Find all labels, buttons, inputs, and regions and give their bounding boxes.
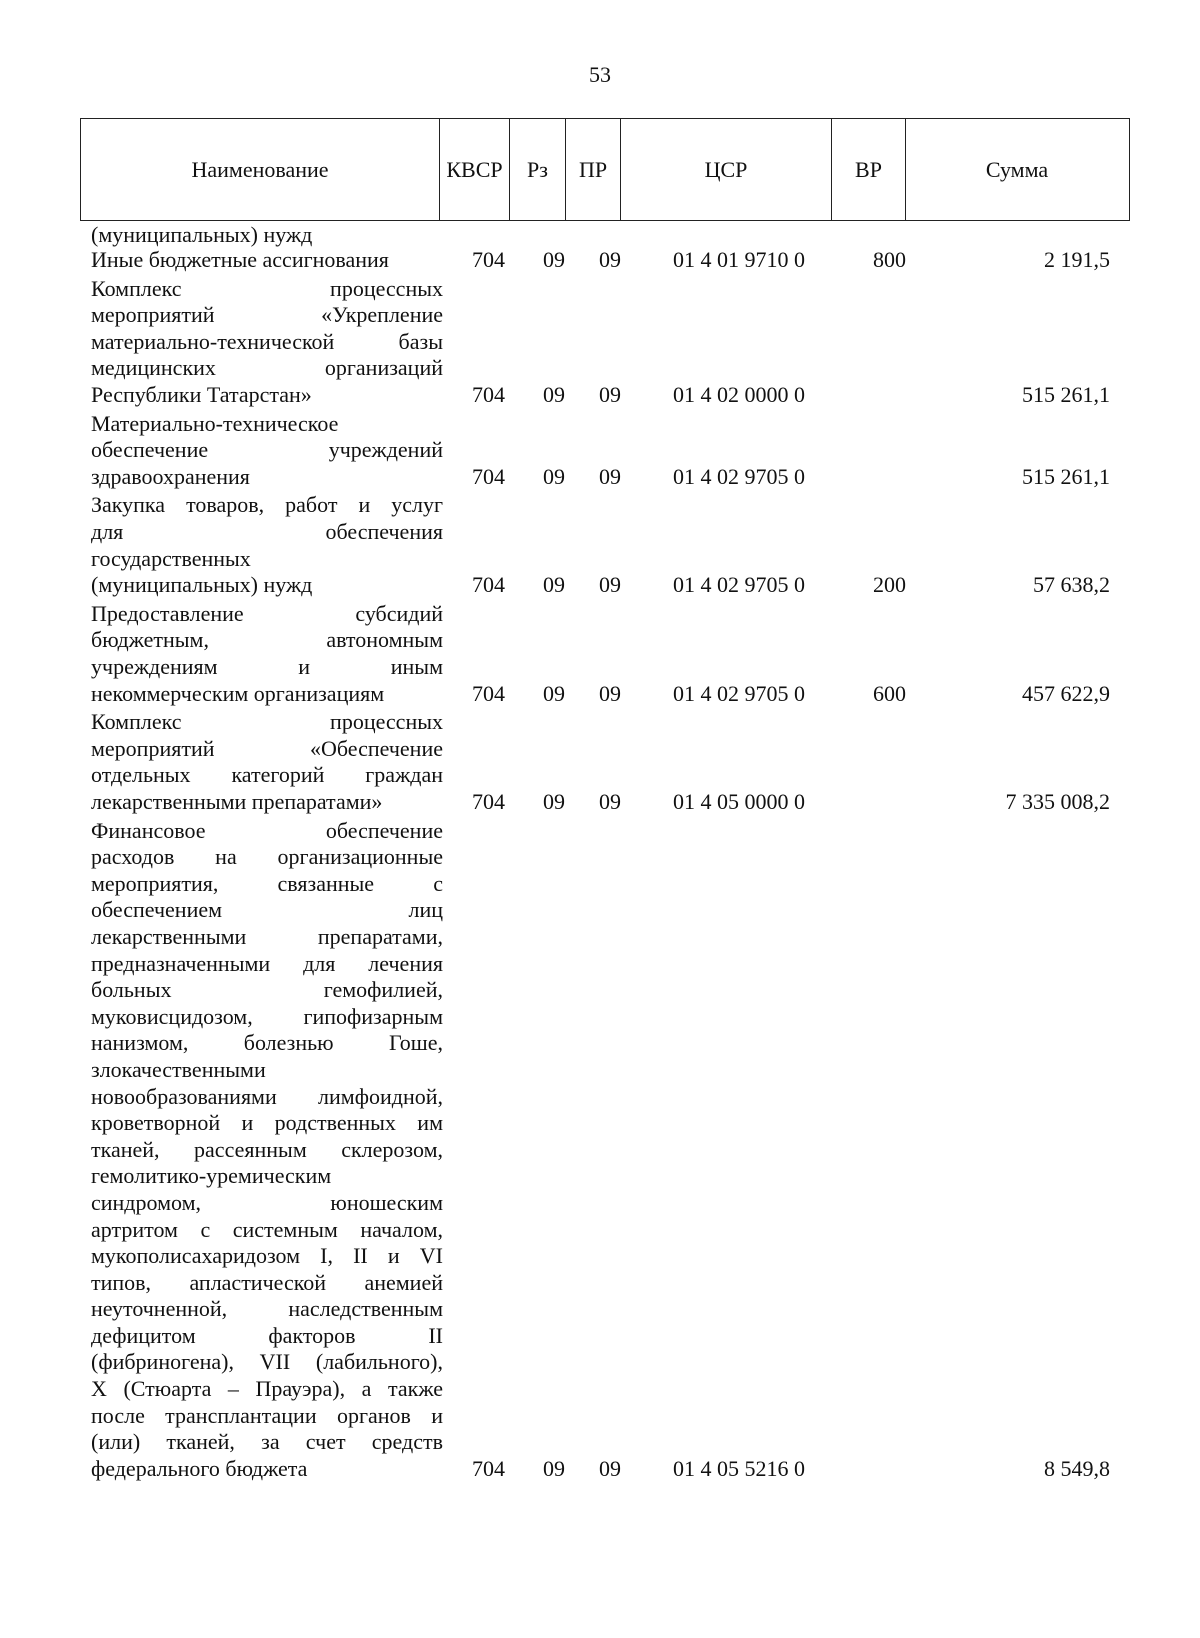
row-name-line: материально-технической базы <box>91 328 443 354</box>
row-name-line: некоммерческим организациям <box>91 680 385 706</box>
row-name-line: мероприятий «Укрепление <box>91 302 443 328</box>
row-name-line: Закупка товаров, работ и услуг <box>91 492 443 518</box>
row-name <box>91 492 443 598</box>
row-kvsr: 704 <box>472 680 505 706</box>
row-sum: 515 261,1 <box>1022 463 1110 489</box>
row-name-line: лекарственными препаратами» <box>91 788 383 814</box>
row-name-line: Комплекс процессных <box>91 709 443 735</box>
row-name-line: неуточненной, наследственным <box>91 1296 443 1322</box>
row-name-line: Комплекс процессных <box>91 275 443 301</box>
row-name-line: артритом с системным началом, <box>91 1216 443 1242</box>
row-name-line: дефицитом факторов II <box>91 1322 443 1348</box>
row-kvsr: 704 <box>472 572 505 598</box>
row-name <box>91 247 443 274</box>
header-rz: Рз <box>509 119 565 220</box>
header-sum: Сумма <box>905 119 1128 220</box>
row-rz: 09 <box>543 789 565 814</box>
row-name-line: расходов на организационные <box>91 844 443 870</box>
row-pr: 09 <box>599 382 621 407</box>
row-csr: 01 4 05 0000 0 <box>673 789 805 814</box>
table-header <box>80 118 1130 221</box>
row-name-line: учреждениям и иным <box>91 653 443 679</box>
row-rz: 09 <box>543 247 565 272</box>
row-sum: 515 261,1 <box>1022 382 1110 407</box>
row-kvsr: 704 <box>472 1456 505 1481</box>
row-name-line: Финансовое обеспечение <box>91 817 443 843</box>
row-rz: 09 <box>543 572 565 598</box>
row-csr: 01 4 01 9710 0 <box>673 247 805 272</box>
carry-over-text: (муниципальных) нужд <box>91 222 313 247</box>
row-name-line: обеспечение учреждений <box>91 437 443 463</box>
row-name-line: гемолитико-уремическим <box>91 1163 332 1189</box>
row-name <box>91 411 443 491</box>
row-name-line: Иные бюджетные ассигнования <box>91 247 389 272</box>
row-name-line: (или) тканей, за счет средств <box>91 1429 443 1455</box>
row-kvsr: 704 <box>472 382 505 407</box>
row-name-line: больных гемофилией, <box>91 977 443 1003</box>
row-name-line: Материально-техническое <box>91 410 339 436</box>
row-csr: 01 4 02 9705 0 <box>673 463 805 489</box>
row-name-line: после трансплантации органов и <box>91 1402 443 1428</box>
row-sum: 8 549,8 <box>1044 1456 1110 1481</box>
row-rz: 09 <box>543 463 565 489</box>
row-pr: 09 <box>599 463 621 489</box>
row-name-line: обеспечением лиц <box>91 897 443 923</box>
row-name-line: злокачественными <box>91 1056 266 1082</box>
row-pr: 09 <box>599 247 621 272</box>
row-kvsr: 704 <box>472 789 505 814</box>
row-name-line: медицинских организаций <box>91 355 443 381</box>
row-kvsr: 704 <box>472 247 505 272</box>
row-name-line: X (Стюарта – Прауэра), а также <box>91 1376 443 1402</box>
row-vr: 200 <box>873 572 906 598</box>
row-csr: 01 4 05 5216 0 <box>673 1456 805 1481</box>
row-vr: 600 <box>873 680 906 706</box>
row-pr: 09 <box>599 680 621 706</box>
row-name <box>91 709 443 815</box>
row-name-line: Предоставление субсидий <box>91 600 443 626</box>
row-vr: 800 <box>873 247 906 272</box>
row-sum: 7 335 008,2 <box>1005 789 1110 814</box>
row-name-line: отдельных категорий граждан <box>91 762 443 788</box>
row-sum: 57 638,2 <box>1033 572 1110 598</box>
row-name-line: тканей, рассеянным склерозом, <box>91 1136 443 1162</box>
row-csr: 01 4 02 9705 0 <box>673 572 805 598</box>
row-name-line: мероприятия, связанные с <box>91 870 443 896</box>
row-name-line: бюджетным, автономным <box>91 627 443 653</box>
row-name-line: федерального бюджета <box>91 1455 308 1481</box>
row-csr: 01 4 02 9705 0 <box>673 680 805 706</box>
row-pr: 09 <box>599 789 621 814</box>
row-rz: 09 <box>543 680 565 706</box>
row-name-line: государственных <box>91 545 251 571</box>
row-name-line: лекарственными препаратами, <box>91 923 443 949</box>
row-name-line: здравоохранения <box>91 463 250 489</box>
row-name <box>91 818 443 1483</box>
row-name-line: новообразованиями лимфоидной, <box>91 1083 443 1109</box>
row-name-line: типов, апластической анемией <box>91 1269 443 1295</box>
row-name-line: синдромом, юношеским <box>91 1189 443 1215</box>
row-name-line: предназначенными для лечения <box>91 950 443 976</box>
row-name-line: (муниципальных) нужд <box>91 572 313 598</box>
row-rz: 09 <box>543 382 565 407</box>
header-vr: ВР <box>831 119 905 220</box>
page-number: 53 <box>589 62 611 87</box>
row-name-line: мероприятий «Обеспечение <box>91 735 443 761</box>
row-name-line: кроветворной и родственных им <box>91 1110 443 1136</box>
row-pr: 09 <box>599 572 621 598</box>
row-sum: 2 191,5 <box>1044 247 1110 272</box>
row-name-line: мукополисахаридозом I, II и VI <box>91 1243 443 1269</box>
row-pr: 09 <box>599 1456 621 1481</box>
row-name-line: нанизмом, болезнью Гоше, <box>91 1030 443 1056</box>
row-sum: 457 622,9 <box>1022 680 1110 706</box>
row-kvsr: 704 <box>472 463 505 489</box>
row-name-line: муковисцидозом, гипофизарным <box>91 1003 443 1029</box>
row-csr: 01 4 02 0000 0 <box>673 382 805 407</box>
header-kvsr: КВСР <box>439 119 509 220</box>
header-csr: ЦСР <box>620 119 831 220</box>
row-name-line: (фибриногена), VII (лабильного), <box>91 1349 443 1375</box>
row-name-line: Республики Татарстан» <box>91 381 312 407</box>
header-name: Наименование <box>191 156 329 182</box>
header-pr: ПР <box>565 119 620 220</box>
row-name-line: для обеспечения <box>91 518 443 544</box>
row-name <box>91 601 443 707</box>
row-rz: 09 <box>543 1456 565 1481</box>
row-name <box>91 276 443 409</box>
